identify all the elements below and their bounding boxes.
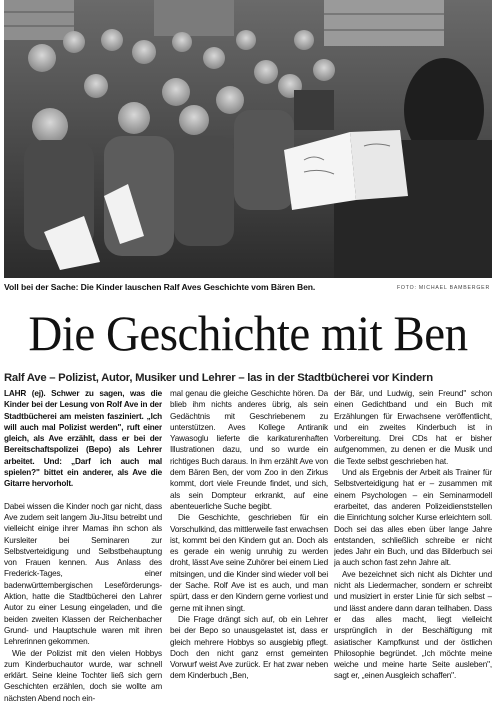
- body-paragraph: Wie der Polizist mit den vielen Hobbys zum Kinderbuchautor wurde, war schnell erklärt. Seine kleine Tochter ließ sich gern Geschichten erzählen, doch sie wollte am nächsten Abend noch ein-: [4, 648, 162, 703]
- article-photo: [4, 0, 492, 278]
- article-body: [4, 388, 492, 718]
- headline: Die Geschichte mit Ben: [28, 306, 468, 362]
- photo-credit: FOTO: MICHAEL BAMBERGER: [396, 285, 490, 291]
- photo-caption: Voll bei der Sache: Die Kinder lauschen Ralf Aves Geschichte vom Bären Ben.: [4, 282, 316, 292]
- column-1: [4, 388, 162, 718]
- body-paragraph: der Bär, und Ludwig, sein Freund" schon einen Gedichtband und ein Buch mit Erzählungen für Erwachsene veröffentlicht, und ein zweites Kinderbuch ist in Vorbereitung. Drei CDs hat er bisher aufgenommen, zu denen er die Musik und die Texte selbst geschrieben hat.: [334, 389, 492, 466]
- body-paragraph: Ave bezeichnet sich nicht als Dichter und nicht als Liedermacher, sondern er schreibt und musiziert in erster Linie für sich selbst – und lässt andere dann daran teilhaben. Dass er das alles macht, liegt vielleicht ursprünglich in der Beschäftigung mit asiatischer Kampfkunst und der östlichen Philosophie begründet. „Ich möchte meine weiche und meine harte Seite ausleben", sagt er, „einen Ausgleich schaffen".: [334, 569, 492, 681]
- body-paragraph: Die Geschichte, geschrieben für ein Vorschulkind, das mittlerweile fast erwachsen ist, kommt bei den Kindern gut an. Doch als es gerade ein wenig unruhig zu werden droht, lässt Ave seine Zuhörer bei einem Lied mitsingen, und die Kinder sind wieder voll bei der Sache. Rolf Ave ist es auch, und man spürt, dass er den Kindern gerne vorliest und gerne mit ihnen singt.: [170, 513, 328, 613]
- column-2: [170, 388, 328, 718]
- children-listening-photo: [4, 0, 492, 278]
- body-paragraph: Und als Ergebnis der Arbeit als Trainer für Selbstverteidigung hat er – zusammen mit einem Psychologen – ein Seminarmodell erarbeitet, das anderen Polizeidienststellen die Einrichtung solcher Kurse erleichtern soll. Doch sei das alles eben über lange Jahre entstanden, schließlich schreibe er nicht jedes Jahr ein Buch, und das Bilderbuch sei ja auch schon fast zehn Jahre alt.: [334, 468, 492, 568]
- body-paragraph: mal genau die gleiche Geschichte hören. Da blieb ihm nichts anderes übrig, als sein Gedächtnis mit Geschriebenem zu unterstützen. Aves Kollege Antiranik Yawasoglu lieferte die karikaturenhaften Illustrationen dazu, und so wurde ein richtiges Buch daraus. In ihm erzählt Ave von dem Bären Ben, der vom Zoo in den Zirkus kommt, dort viele Freunde findet, und sich, als sein Dompteur erkrankt, auf eine abenteuerliche Suche begibt.: [170, 389, 328, 511]
- photo-caption-row: [4, 282, 492, 296]
- body-paragraph: Dabei wissen die Kinder noch gar nicht, dass Ave zudem seit langem Jiu-Jitsu betreibt und vielleicht einige ihrer Mamas ihn schon als Kursleiter bei Seminaren zur Selbstverteidigung und Selbstbehauptung von Frauen kennen. Aus Anlass des Frederick-Tages, einer badenwürttembergischen Leseförderungs-Aktion, hatte die Stadtbücherei den Lahrer Autor zu einer Lesung eingeladen, und die beiden zweiten Klassen der Reichenbacher Grund- und Hauptschule waren mit ihren Lehrerinnen gekommen.: [4, 501, 162, 647]
- subheadline: Ralf Ave – Polizist, Autor, Musiker und Lehrer – las in der Stadtbücherei vor Kindern: [4, 372, 433, 384]
- lead-paragraph: LAHR (ej). Schwer zu sagen, was die Kinder bei der Lesung von Rolf Ave in der Stadtbücherei am meisten fasziniert. „Ich will auch mal Polizist werden", ruft einer gleich, als Ave erzählt, dass er bei der Bereitschaftspolizei (Bepo) als Lehrer arbeitet. Und: „Darf ich auch mal spielen?" bittet ein anderer, als Ave die Gitarre hervorholt.: [4, 389, 162, 489]
- body-paragraph: Die Frage drängt sich auf, ob ein Lehrer bei der Bepo so unausgelastet ist, dass er gleich mehrere Hobbys so ausgiebig pflegt. Doch den nicht ganz ernst gemeinten Vorwurf weist Ave zurück. Er hat zwar neben dem Kinderbuch „Ben,: [170, 614, 328, 681]
- column-3: [334, 388, 492, 718]
